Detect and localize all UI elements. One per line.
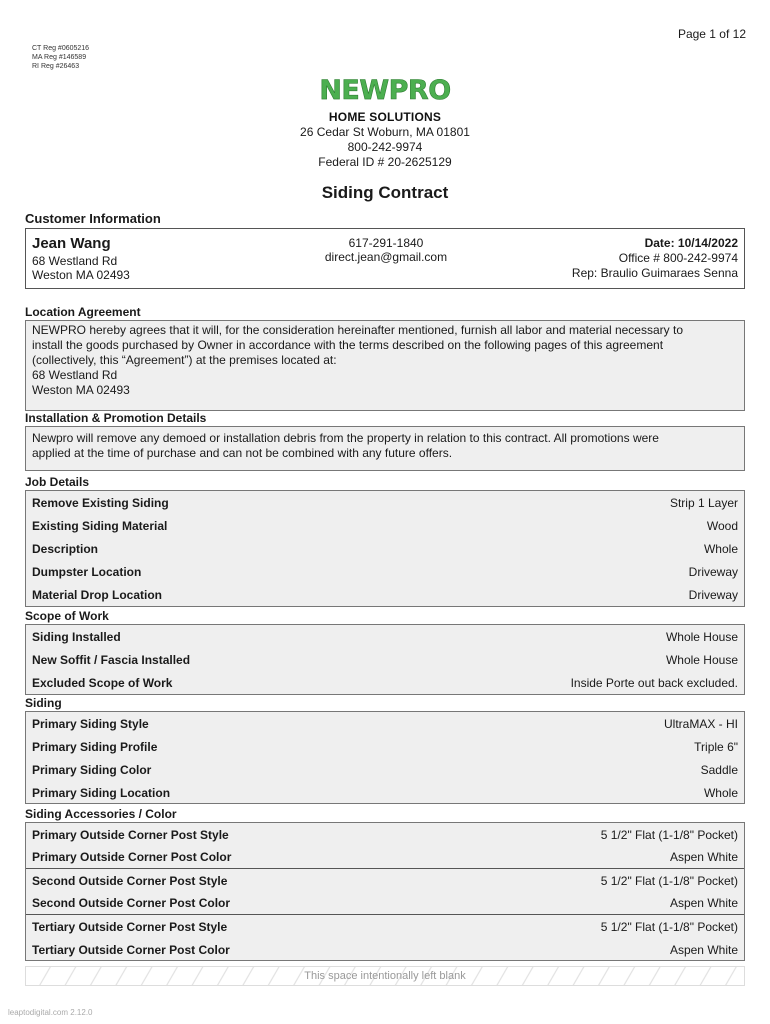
scope-of-work-table	[25, 624, 745, 695]
row-value: 5 1/2" Flat (1-1/8" Pocket)	[600, 873, 738, 888]
customer-street: 68 Westland Rd	[32, 254, 118, 268]
row-label: Tertiary Outside Corner Post Style	[32, 919, 228, 934]
reg-ri: RI Reg #26463	[32, 63, 80, 70]
row-label: Material Drop Location	[32, 587, 163, 602]
blank-space-notice: This space intentionally left blank	[304, 970, 466, 982]
table-row	[26, 892, 744, 915]
row-label: New Soffit / Fascia Installed	[32, 652, 191, 667]
customer-email: direct.jean@gmail.com	[324, 250, 448, 264]
table-row	[26, 846, 744, 869]
location-agreement-box	[25, 320, 745, 411]
table-row	[26, 648, 744, 671]
row-label: Tertiary Outside Corner Post Color	[32, 942, 230, 957]
page-number: Page 1 of 12	[677, 27, 746, 41]
row-value: Aspen White	[669, 896, 738, 910]
table-row	[26, 514, 744, 537]
agreement-line: 68 Westland Rd	[32, 368, 118, 382]
siding-accessories-table	[25, 822, 745, 961]
row-label: Primary Outside Corner Post Color	[32, 850, 232, 864]
job-details-heading: Job Details	[25, 475, 90, 489]
table-row	[26, 712, 744, 735]
agreement-line: NEWPRO hereby agrees that it will, for the consideration hereinafter mentioned, furnish all labor and material necessary to	[32, 323, 683, 337]
row-label: Second Outside Corner Post Color	[32, 896, 231, 910]
table-row	[26, 758, 744, 781]
row-label: Primary Siding Profile	[32, 739, 158, 754]
agreement-line: (collectively, this “Agreement”) at the premises located at:	[32, 353, 337, 367]
company-address: 26 Cedar St Woburn, MA 01801	[300, 125, 470, 139]
row-value: Whole	[703, 541, 738, 556]
row-label: Excluded Scope of Work	[32, 675, 173, 690]
row-value: UltraMAX - HI	[663, 716, 738, 731]
reg-ma: MA Reg #146589	[32, 54, 87, 61]
row-label: Description	[32, 541, 99, 556]
customer-city: Weston MA 02493	[32, 268, 130, 282]
installation-promotion-heading: Installation & Promotion Details	[25, 411, 207, 425]
agreement-line: install the goods purchased by Owner in accordance with the terms described on the following pages of this agreement	[32, 338, 664, 352]
promotion-line: applied at the time of purchase and can not be combined with any future offers.	[32, 446, 453, 460]
office-phone: Office # 800-242-9974	[618, 251, 738, 265]
logo-wordmark: NEWPRO	[315, 72, 454, 110]
row-label: Primary Siding Location	[32, 785, 171, 800]
row-label: Primary Outside Corner Post Style	[32, 827, 229, 842]
installation-promotion-box	[25, 426, 745, 471]
row-value: Whole House	[665, 629, 738, 644]
row-value: Saddle	[700, 762, 738, 777]
table-row	[26, 583, 744, 606]
customer-phone: 617-291-1840	[348, 236, 424, 250]
row-label: Remove Existing Siding	[32, 495, 169, 510]
promotion-line: Newpro will remove any demoed or installation debris from the property in relation to this contract. All promotions were	[32, 431, 659, 445]
table-row	[26, 869, 744, 892]
row-label: Second Outside Corner Post Style	[32, 873, 228, 888]
row-label: Primary Siding Color	[32, 762, 152, 777]
agreement-line: Weston MA 02493	[32, 383, 130, 397]
table-row	[26, 781, 744, 804]
document-title: Siding Contract	[321, 183, 449, 202]
table-row	[26, 938, 744, 961]
row-value: Aspen White	[669, 942, 738, 957]
customer-info-box	[25, 228, 745, 289]
customer-name: Jean Wang	[32, 235, 111, 252]
row-value: 5 1/2" Flat (1-1/8" Pocket)	[600, 919, 738, 934]
job-details-table	[25, 490, 745, 607]
row-label: Dumpster Location	[32, 564, 142, 579]
footer-version: leaptodigital.com 2.12.0	[8, 1008, 93, 1017]
logo-subtitle: HOME SOLUTIONS	[328, 110, 442, 124]
company-phone: 800-242-9974	[347, 140, 423, 154]
company-address-block	[0, 125, 770, 170]
table-row	[26, 823, 744, 846]
company-federal-id: Federal ID # 20-2625129	[318, 155, 452, 169]
table-row	[26, 671, 744, 694]
company-logo	[0, 72, 770, 124]
row-value: Driveway	[688, 564, 738, 579]
siding-accessories-heading: Siding Accessories / Color	[25, 807, 177, 821]
table-row	[26, 491, 744, 514]
contract-date: Date: 10/14/2022	[644, 236, 738, 250]
row-value: Inside Porte out back excluded.	[570, 675, 738, 690]
siding-table	[25, 711, 745, 804]
row-value: 5 1/2" Flat (1-1/8" Pocket)	[600, 827, 738, 842]
row-label: Existing Siding Material	[32, 518, 168, 533]
reg-ct: CT Reg #0605216	[32, 45, 90, 52]
row-value: Strip 1 Layer	[669, 495, 738, 510]
table-row	[26, 537, 744, 560]
row-label: Siding Installed	[32, 629, 121, 644]
table-row	[26, 560, 744, 583]
customer-address	[32, 254, 130, 282]
row-value: Driveway	[688, 587, 738, 602]
row-value: Wood	[706, 518, 738, 533]
table-row	[26, 625, 744, 648]
sales-rep: Rep: Braulio Guimaraes Senna	[571, 266, 738, 280]
siding-heading: Siding	[25, 696, 62, 710]
customer-info-heading: Customer Information	[25, 211, 161, 226]
location-agreement-heading: Location Agreement	[25, 305, 141, 319]
row-label: Primary Siding Style	[32, 716, 149, 731]
contract-meta	[572, 236, 738, 281]
registration-numbers	[32, 44, 89, 71]
row-value: Whole House	[665, 652, 738, 667]
scope-of-work-heading: Scope of Work	[25, 609, 109, 623]
row-value: Triple 6"	[694, 739, 738, 754]
table-row	[26, 915, 744, 938]
row-value: Whole	[703, 785, 738, 800]
table-row	[26, 735, 744, 758]
row-value: Aspen White	[669, 850, 738, 864]
